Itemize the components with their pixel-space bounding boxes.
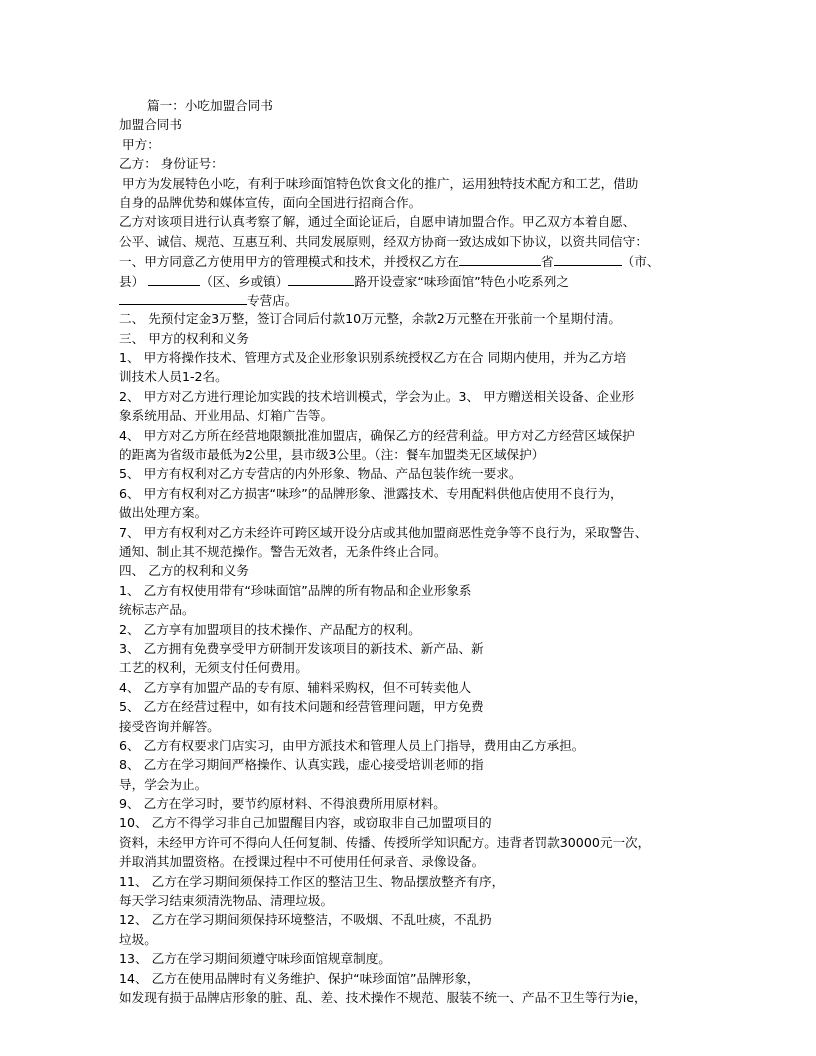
intro-line: 甲方为发展特色小吃，有利于味珍面馆特色饮食文化的推广，运用独特技术配方和工艺，借助 <box>122 175 639 191</box>
blank-line <box>288 271 354 286</box>
clause-line: 接受咨询并解答。 <box>119 718 220 734</box>
clause-line: 4、 乙方享有加盟产品的专有原、辅料采购权，但不可转卖他人 <box>119 679 472 695</box>
clause-line: 通知、制止其不规范操作。警告无效者，无条件终止合同。 <box>119 543 447 559</box>
intro-line: 公平、诚信、规范、互惠互利、共同发展原则，经双方协商一致达成如下协议，以资共同信守： <box>119 233 648 249</box>
clause-text: （市、 <box>621 254 660 270</box>
clause-1-line <box>119 251 699 270</box>
clause-line: 每天学习结束须清洗物品、清理垃圾。 <box>119 893 334 909</box>
clause-line: 11、 乙方在学习期间须保持工作区的整洁卫生、物品摆放整齐有序， <box>119 873 505 889</box>
blank-line <box>148 271 200 286</box>
clause-text: 省 <box>541 254 554 270</box>
clause-line: 1、 乙方有权使用带有“珍味面馆”品牌的所有物品和企业形象系 <box>119 582 472 598</box>
clause-text: 一、甲方同意乙方使用甲方的管理模式和技术，并授权乙方在 <box>119 254 460 270</box>
blank-line <box>459 251 541 266</box>
document-title: 篇一：小吃加盟合同书 <box>147 98 273 113</box>
section-heading: 三、 甲方的权利和义务 <box>119 330 249 346</box>
party-a-label: 甲方： <box>122 136 160 152</box>
clause-text: 县） <box>119 273 145 289</box>
clause-line: 6、 乙方有权要求门店实习，由甲方派技术和管理人员上门指导，费用由乙方承担。 <box>119 737 585 753</box>
clause-text: （区、乡或镇） <box>200 273 289 289</box>
intro-line: 乙方对该项目进行认真考察了解，通过全面论证后，自愿申请加盟合作。甲乙双方本着自愿、 <box>119 214 636 230</box>
clause-line: 5、 乙方在经营过程中，如有技术问题和经营管理问题，甲方免费 <box>119 699 484 715</box>
clause-text: 路开设壹家“味珍面馆”特色小吃系列之 <box>354 273 569 289</box>
clause-line: 训技术人员1-2名。 <box>119 369 228 385</box>
clause-line: 12、 乙方在学习期间须保持环境整洁，不吸烟、不乱吐痰，不乱扔 <box>119 912 492 928</box>
contract-heading: 加盟合同书 <box>119 117 182 133</box>
clause-line: 5、 甲方有权利对乙方专营店的内外形象、物品、产品包装作统一要求。 <box>119 466 522 482</box>
clause-line: 9、 乙方在学习时，要节约原材料、不得浪费所用原材料。 <box>119 796 446 812</box>
clause-line: 13、 乙方在学习期间须遵守味珍面馆规章制度。 <box>119 951 391 967</box>
clause-line: 统标志产品。 <box>119 602 195 618</box>
clause-line: 8、 乙方在学习期间严格操作、认真实践，虚心接受培训老师的指 <box>119 757 484 773</box>
blank-line <box>119 290 247 305</box>
clause-line: 二、 先预付定金3万整，签订合同后付款10万元整，余款2万元整在开张前一个星期付清。 <box>119 311 622 327</box>
clause-line: 7、 甲方有权利对乙方未经许可跨区域开设分店或其他加盟商恶性竞争等不良行为，采取警告、 <box>119 524 648 540</box>
clause-line: 1、 甲方将操作技术、管理方式及企业形象识别系统授权乙方在合 同期内使用，并为乙方培 <box>119 350 627 366</box>
clause-line: 2、 甲方对乙方进行理论加实践的技术培训模式，学会为止。3、 甲方赠送相关设备、企业形 <box>119 388 635 404</box>
clause-line: 垃圾。 <box>119 931 157 947</box>
clause-line: 工艺的权利，无须支付任何费用。 <box>119 660 308 676</box>
clause-line: 4、 甲方对乙方所在经营地限额批准加盟店，确保乙方的经营利益。甲方对乙方经营区域保护 <box>119 427 635 443</box>
clause-line: 14、 乙方在使用品牌时有义务维护、保护“味珍面馆”品牌形象， <box>119 970 480 986</box>
clause-1-line <box>119 271 699 290</box>
clause-line: 3、 乙方拥有免费享受甲方研制开发该项目的新技术、新产品、新 <box>119 640 484 656</box>
clause-1-line <box>119 290 699 309</box>
clause-line: 并取消其加盟资格。在授课过程中不可使用任何录音、录像设备。 <box>119 854 485 870</box>
clause-line: 资料，未经甲方许可不得向人任何复制、传播、传授所学知识配方。违背者罚款30000元一次， <box>119 834 651 850</box>
clause-line: 2、 乙方享有加盟项目的技术操作、产品配方的权利。 <box>119 621 421 637</box>
intro-line: 自身的品牌优势和媒体宣传，面向全国进行招商合作。 <box>119 194 422 210</box>
contract-document <box>119 96 699 1007</box>
clause-line: 10、 乙方不得学习非自己加盟醒目内容，或窃取非自己加盟项目的 <box>119 815 492 831</box>
clause-text: 专营店。 <box>247 292 298 308</box>
party-b-label: 乙方： 身份证号： <box>119 156 224 172</box>
section-heading: 四、 乙方的权利和义务 <box>119 563 249 579</box>
clause-line: 的距离为省级市最低为2公里，县市级3公里。（注：餐车加盟类无区域保护） <box>119 447 545 463</box>
blank-line <box>554 251 622 266</box>
clause-line: 象系统用品、开业用品、灯箱广告等。 <box>119 408 334 424</box>
clause-line: 做出处理方案。 <box>119 505 208 521</box>
clause-line: 如发现有损于品牌店形象的脏、乱、差、技术操作不规范、服装不统一、产品不卫生等行为ie， <box>119 989 647 1005</box>
clause-line: 导，学会为止。 <box>119 776 208 792</box>
clause-line: 6、 甲方有权利对乙方损害“味珍”的品牌形象、泄露技术、专用配料供他店使用不良行为， <box>119 485 623 501</box>
